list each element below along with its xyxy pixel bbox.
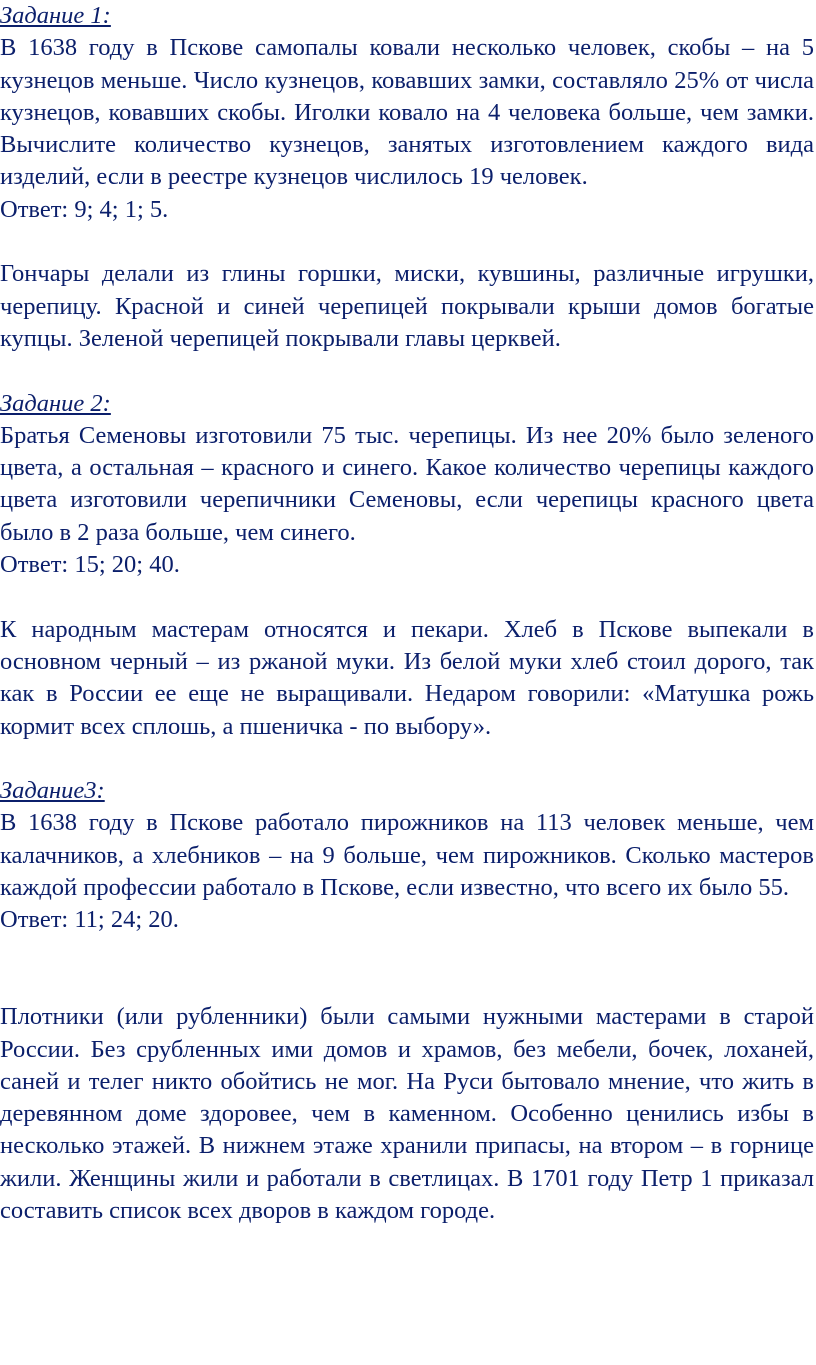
task2-text: Братья Семеновы изготовили 75 тыс. черепицы. Из нее 20% было зеленого цвета, а остальная – красного и синего. Какое количество черепицы каждого цвета изготовили черепичники Семеновы, если черепицы красного цвета было в 2 раза больше, чем синего. <box>0 421 814 546</box>
task1-text: В 1638 году в Пскове самопалы ковали несколько человек, скобы – на 5 кузнецов меньше. Число кузнецов, ковавших замки, составляло 25% от числа кузнецов, ковавших скобы. Иголки ковало на 4 человека больше, чем замки. Вычислите количество кузнецов, занятых изготовлением каждого вида изделий, если в реестре кузнецов числилось 19 человек. <box>0 34 814 191</box>
task3-title: Задание3: <box>0 777 105 805</box>
info-bakers-paragraph: К народным мастерам относятся и пекари. Хлеб в Пскове выпекали в основном черный – из ржаной муки. Из белой муки хлеб стоил дорого, так как в России ее еще не выращивали. Недаром говорили: «Матушка рожь кормит всех сплошь, а пшеничка - по выбору». <box>0 615 814 740</box>
spacer <box>0 226 816 258</box>
task3-answer: Ответ: 11; 24; 20. <box>0 906 179 934</box>
task1-answer: Ответ: 9; 4; 1; 5. <box>0 195 169 223</box>
spacer <box>0 581 816 613</box>
info-carpenters-paragraph: Плотники (или рубленники) были самыми нужными мастерами в старой России. Без срубленных ими домов и храмов, без мебели, бочек, лоханей, саней и телег никто обойтись не мог. На Руси бытовало мнение, что жить в деревянном доме здоровее, чем в каменном. Особенно ценились избы в несколько этажей. В нижнем этаже хранили припасы, на втором – в горнице жили. Женщины жили и работали в светлицах. В 1701 году Петр 1 приказал составить список всех дворов в каждом городе. <box>0 1003 814 1224</box>
info-potters-paragraph: Гончары делали из глины горшки, миски, кувшины, различные игрушки, черепицу. Красной и синей черепицей покрывали крыши домов богатые купцы. Зеленой черепицей покрывали главы церквей. <box>0 260 814 352</box>
spacer <box>0 355 816 387</box>
spacer <box>0 743 816 775</box>
task3-text: В 1638 году в Пскове работало пирожников на 113 человек меньше, чем калачников, а хлебников – на 9 больше, чем пирожников. Сколько мастеров каждой профессии работало в Пскове, если известно, что всего их было 55. <box>0 809 814 902</box>
task1-title: Задание 1: <box>0 2 111 29</box>
task2-title: Задание 2: <box>0 389 111 417</box>
spacer <box>0 937 816 1002</box>
task2-answer: Ответ: 15; 20; 40. <box>0 551 180 579</box>
